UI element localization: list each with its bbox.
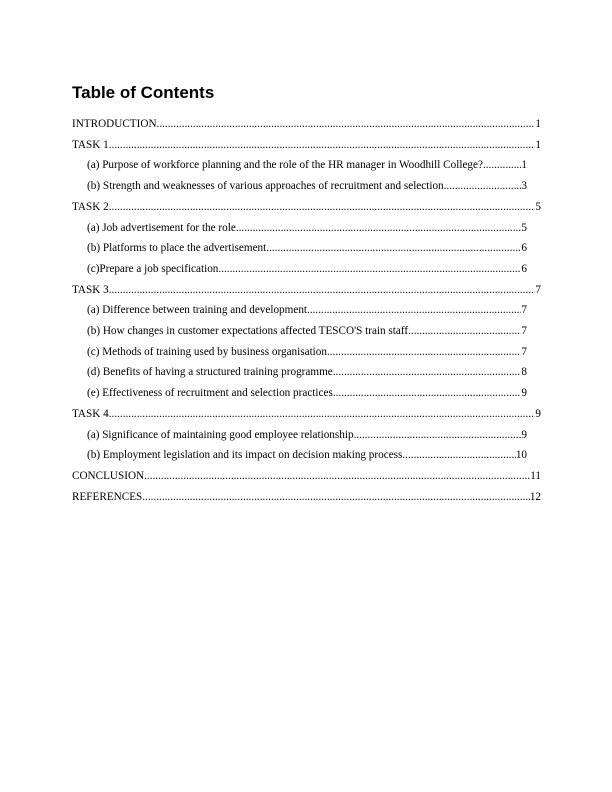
toc-entry-page-number: 10 (515, 449, 527, 462)
toc-entry[interactable] (87, 447, 527, 463)
toc-leader-dots (402, 447, 515, 463)
toc-entry-page-number: 6 (521, 242, 527, 255)
toc-entry[interactable] (72, 137, 541, 153)
toc-entry-page-number: 9 (535, 407, 541, 420)
toc-entry[interactable] (87, 385, 527, 401)
toc-entry-page-number: 8 (521, 366, 527, 379)
toc-entry[interactable] (87, 427, 527, 443)
toc-entry-page-number: 12 (529, 490, 541, 503)
toc-entry-page-number: 9 (521, 428, 527, 441)
toc-entry-label: (b) Strength and weaknesses of various approaches of recruitment and selection (87, 180, 444, 193)
toc-entry-page-number: 6 (521, 262, 527, 275)
toc-entry[interactable] (87, 261, 527, 277)
toc-entry[interactable] (87, 344, 527, 360)
toc-leader-dots (327, 344, 521, 360)
toc-entry-label: TASK 4 (72, 407, 109, 420)
toc-entry-label: (b) Employment legislation and its impact on decision making process (87, 449, 403, 462)
toc-leader-dots (218, 261, 521, 277)
toc-leader-dots (266, 240, 521, 256)
toc-entry-label: (b) How changes in customer expectations affected TESCO'S train staff (87, 325, 409, 337)
toc-entry-page-number: 1 (535, 138, 541, 151)
toc-entry[interactable] (72, 468, 541, 484)
toc-entry-page-number: 3 (521, 180, 527, 193)
toc-entry[interactable] (87, 178, 527, 194)
toc-entry-label: (b) Platforms to place the advertisement (87, 242, 267, 255)
toc-entry-page-number: 1 (521, 159, 527, 172)
toc-entry-page-number: 5 (535, 200, 541, 213)
toc-leader-dots (157, 116, 536, 132)
toc-entry-label: TASK 1 (72, 138, 109, 151)
toc-leader-dots (408, 323, 521, 339)
toc-entry[interactable] (87, 323, 527, 339)
toc-leader-dots (483, 157, 521, 173)
toc-leader-dots (236, 220, 522, 236)
toc-entry[interactable] (72, 489, 541, 505)
toc-entry-label: TASK 2 (72, 200, 109, 213)
toc-entry-page-number: 9 (521, 387, 527, 400)
toc-entry-page-number: 7 (521, 345, 527, 358)
toc-entry-page-number: 7 (521, 304, 527, 317)
toc-entry[interactable] (72, 116, 541, 132)
toc-entry-label: (a) Purpose of workforce planning and the role of the HR manager in Woodhill College? (87, 159, 483, 172)
toc-entry-label: INTRODUCTION (72, 118, 157, 130)
toc-entry-label: (e) Effectiveness of recruitment and selection practices (87, 387, 333, 400)
toc-entry-label: (a) Difference between training and development (87, 304, 308, 317)
toc-leader-dots (333, 364, 522, 380)
toc-entry[interactable] (87, 302, 527, 318)
toc-entry-page-number: 7 (535, 283, 541, 296)
toc-entry-page-number: 7 (521, 325, 527, 337)
toc-leader-dots (307, 302, 521, 318)
toc-entry-label: (d) Benefits of having a structured training programme (87, 366, 333, 379)
toc-leader-dots (109, 137, 536, 153)
toc-entry[interactable] (87, 220, 527, 236)
toc-entry-page-number: 11 (530, 469, 541, 482)
toc-entry-label: TASK 3 (72, 283, 109, 296)
toc-entry-label: (c)Prepare a job specification (87, 262, 219, 275)
toc-entry-label: CONCLUSION (72, 469, 145, 482)
toc-entry[interactable] (72, 282, 541, 298)
toc-entry-label: (a) Significance of maintaining good employee relationship (87, 428, 354, 441)
toc-leader-dots (109, 199, 536, 215)
toc-leader-dots (354, 427, 522, 443)
toc-leader-dots (109, 282, 536, 298)
toc-entry-page-number: 5 (521, 221, 527, 234)
toc-entry-label: (c) Methods of training used by business organisation (87, 345, 327, 358)
toc-leader-dots (333, 385, 522, 401)
toc-entry-page-number: 1 (535, 118, 541, 130)
toc-leader-dots (142, 489, 530, 505)
toc-entry-label: (a) Job advertisement for the role (87, 221, 236, 234)
toc-leader-dots (444, 178, 522, 194)
toc-entry[interactable] (87, 364, 527, 380)
toc-heading: Table of Contents (72, 83, 215, 102)
toc-leader-dots (144, 468, 530, 484)
toc-entry-label: REFERENCES (72, 490, 143, 503)
toc-entry[interactable] (87, 157, 527, 173)
toc-entry[interactable] (72, 199, 541, 215)
toc-leader-dots (109, 406, 536, 422)
toc-entry[interactable] (72, 406, 541, 422)
toc-entry[interactable] (87, 240, 527, 256)
